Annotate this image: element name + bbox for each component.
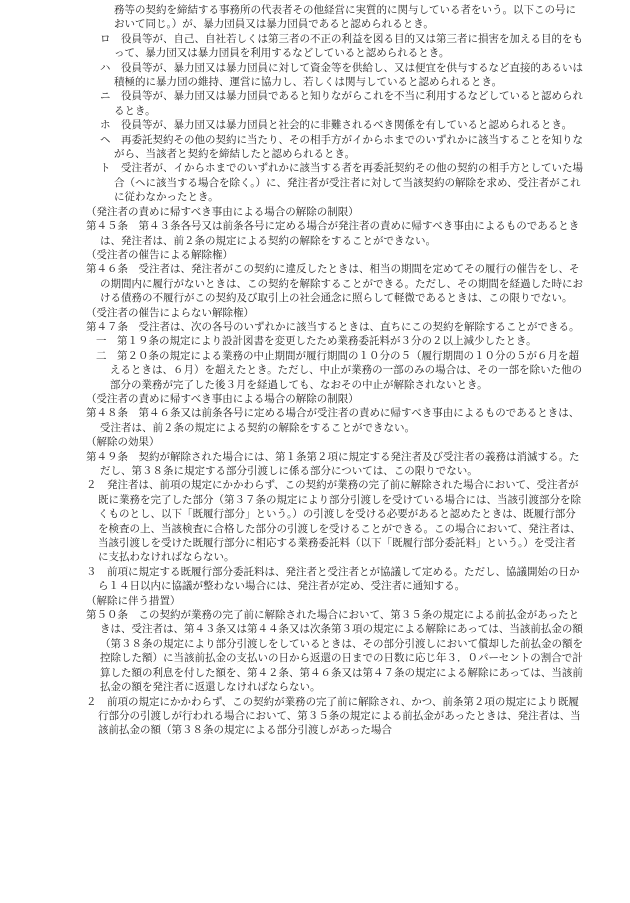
- paragraph: ２ 前項の規定にかかわらず、この契約が業務の完了前に解除され、かつ、前条第２項の規定により既履行部分の引渡しが行われる場合において、第３５条の規定による前払金があったときは、発注者は、当該前払金の額（第３８条の規定による部分引渡しがあった場合: [86, 695, 581, 737]
- paragraph: 二 第２０条の規定による業務の中止期間が履行期間の１０分の５（履行期間の１０分の５が６月を超えるときは、６月）を超えたとき。ただし、中止が業務の一部のみの場合は、その一部を除いた他の部分の業務が完了した後３月を経過しても、なおその中止が解除されないとき。: [96, 349, 583, 391]
- paragraph: 第４７条 受注者は、次の各号のいずれかに該当するときは、直ちにこの契約を解除することができる。: [86, 320, 580, 333]
- paragraph: 第５０条 この契約が業務の完了前に解除された場合において、第３５条の規定による前払金があったときは、受注者は、第４３条又は第４４条又は次条第３項の規定による解除にあっては、当該前払金の額（第３８条の規定により部分引渡しをしているときは、その部分引渡しにおいて償却した前払金の額を控除した額）に当該前払金の支払いの日から返還の日までの日数に応じ年３．０パーセントの割合で計算した額の利息を付した額を、第４２条、第４６条又は第４７条の規定による解除にあっては、当該前払金の額を発注者に返還しなければならない。: [86, 609, 583, 694]
- paragraph: 務等の契約を締結する事務所の代表者その他経営に実質的に関与している者をいう。以下この号において同じ。）が、暴力団員又は暴力団員であると認められるとき。: [114, 4, 576, 31]
- paragraph: 一 第１９条の規定により設計図書を変更したため業務委託料が３分の２以上減少したとき。: [96, 335, 537, 348]
- section-heading: （発注者の責めに帰すべき事由による場合の解除の制限）: [86, 205, 359, 218]
- section-heading: （受注者の催告による解除権）: [86, 248, 233, 261]
- paragraph: ホ 役員等が、暴力団又は暴力団員と社会的に非難されるべき関係を有していると認められるとき。: [100, 119, 573, 132]
- paragraph: ２ 発注者は、前項の規定にかかわらず、この契約が業務の完了前に解除された場合において、受注者が既に業務を完了した部分（第３７条の規定により部分引渡しを受けている場合には、当該引渡部分を除くものとし、以下「既履行部分」という。）の引渡しを受ける必要があると認めたときは、既履行部分を検査の上、当該検査に合格した部分の引渡しを受けることができる。この場合において、発注者は、当該引渡しを受けた既履行部分に相応する業務委託料（以下「既履行部分委託料」という。）を受注者に支払わなければならない。: [86, 479, 581, 564]
- section-heading: （解除に伴う措置）: [86, 594, 181, 607]
- paragraph: 第４６条 受注者は、発注者がこの契約に違反したときは、相当の期間を定めてその履行の催告をし、その期間内に履行がないときは、この契約を解除することができる。ただし、その期間を経過した時における債務の不履行がこの契約及び取引上の社会通念に照らして軽微であるときは、この限りでない。: [86, 263, 583, 305]
- paragraph: ヘ 再委託契約その他の契約に当たり、その相手方がイからホまでのいずれかに該当することを知りながら、当該者と契約を締結したと認められるとき。: [100, 133, 583, 161]
- document-page: [86, 3, 586, 738]
- section-heading: （解除の効果）: [86, 436, 160, 449]
- section-heading: （受注者の責めに帰すべき事由による場合の解除の制限）: [86, 392, 359, 405]
- section-heading: （受注者の催告によらない解除権）: [86, 306, 254, 319]
- paragraph: ニ 役員等が、暴力団又は暴力団員であると知りながらこれを不当に利用するなどしていると認められるとき。: [100, 90, 583, 117]
- paragraph: ロ 役員等が、自己、自社若しくは第三者の不正の利益を図る目的又は第三者に損害を加える目的をもって、暴力団又は暴力団員を利用するなどしていると認められるとき。: [100, 32, 583, 60]
- paragraph: 第４５条 第４３条各号又は前条各号に定める場合が発注者の責めに帰すべき事由によるものであるときは、発注者は、前２条の規定による契約の解除をすることができない。: [86, 220, 580, 247]
- paragraph: ト 受注者が、イからホまでのいずれかに該当する者を再委託契約その他の契約の相手方としていた場合（ヘに該当する場合を除く。）に、発注者が受注者に対して当該契約の解除を求め、受注者がこれに従わなかったとき。: [100, 162, 583, 204]
- paragraph: ３ 前項に規定する既履行部分委託料は、発注者と受注者とが協議して定める。ただし、協議開始の日から１４日以内に協議が整わない場合には、発注者が定め、受注者に通知する。: [86, 565, 580, 593]
- paragraph: 第４９条 契約が解除された場合には、第１条第２項に規定する発注者及び受注者の義務は消滅する。ただし、第３８条に規定する部分引渡しに係る部分については、この限りでない。: [86, 450, 580, 477]
- paragraph: 第４８条 第４６条又は前条各号に定める場合が受注者の責めに帰すべき事由によるものであるときは、受注者は、前２条の規定による契約の解除をすることができない。: [86, 407, 580, 434]
- paragraph: ハ 役員等が、暴力団又は暴力団員に対して資金等を供給し、又は便宜を供与するなど直接的あるいは積極的に暴力団の維持、運営に協力し、若しくは関与していると認められるとき。: [100, 61, 583, 89]
